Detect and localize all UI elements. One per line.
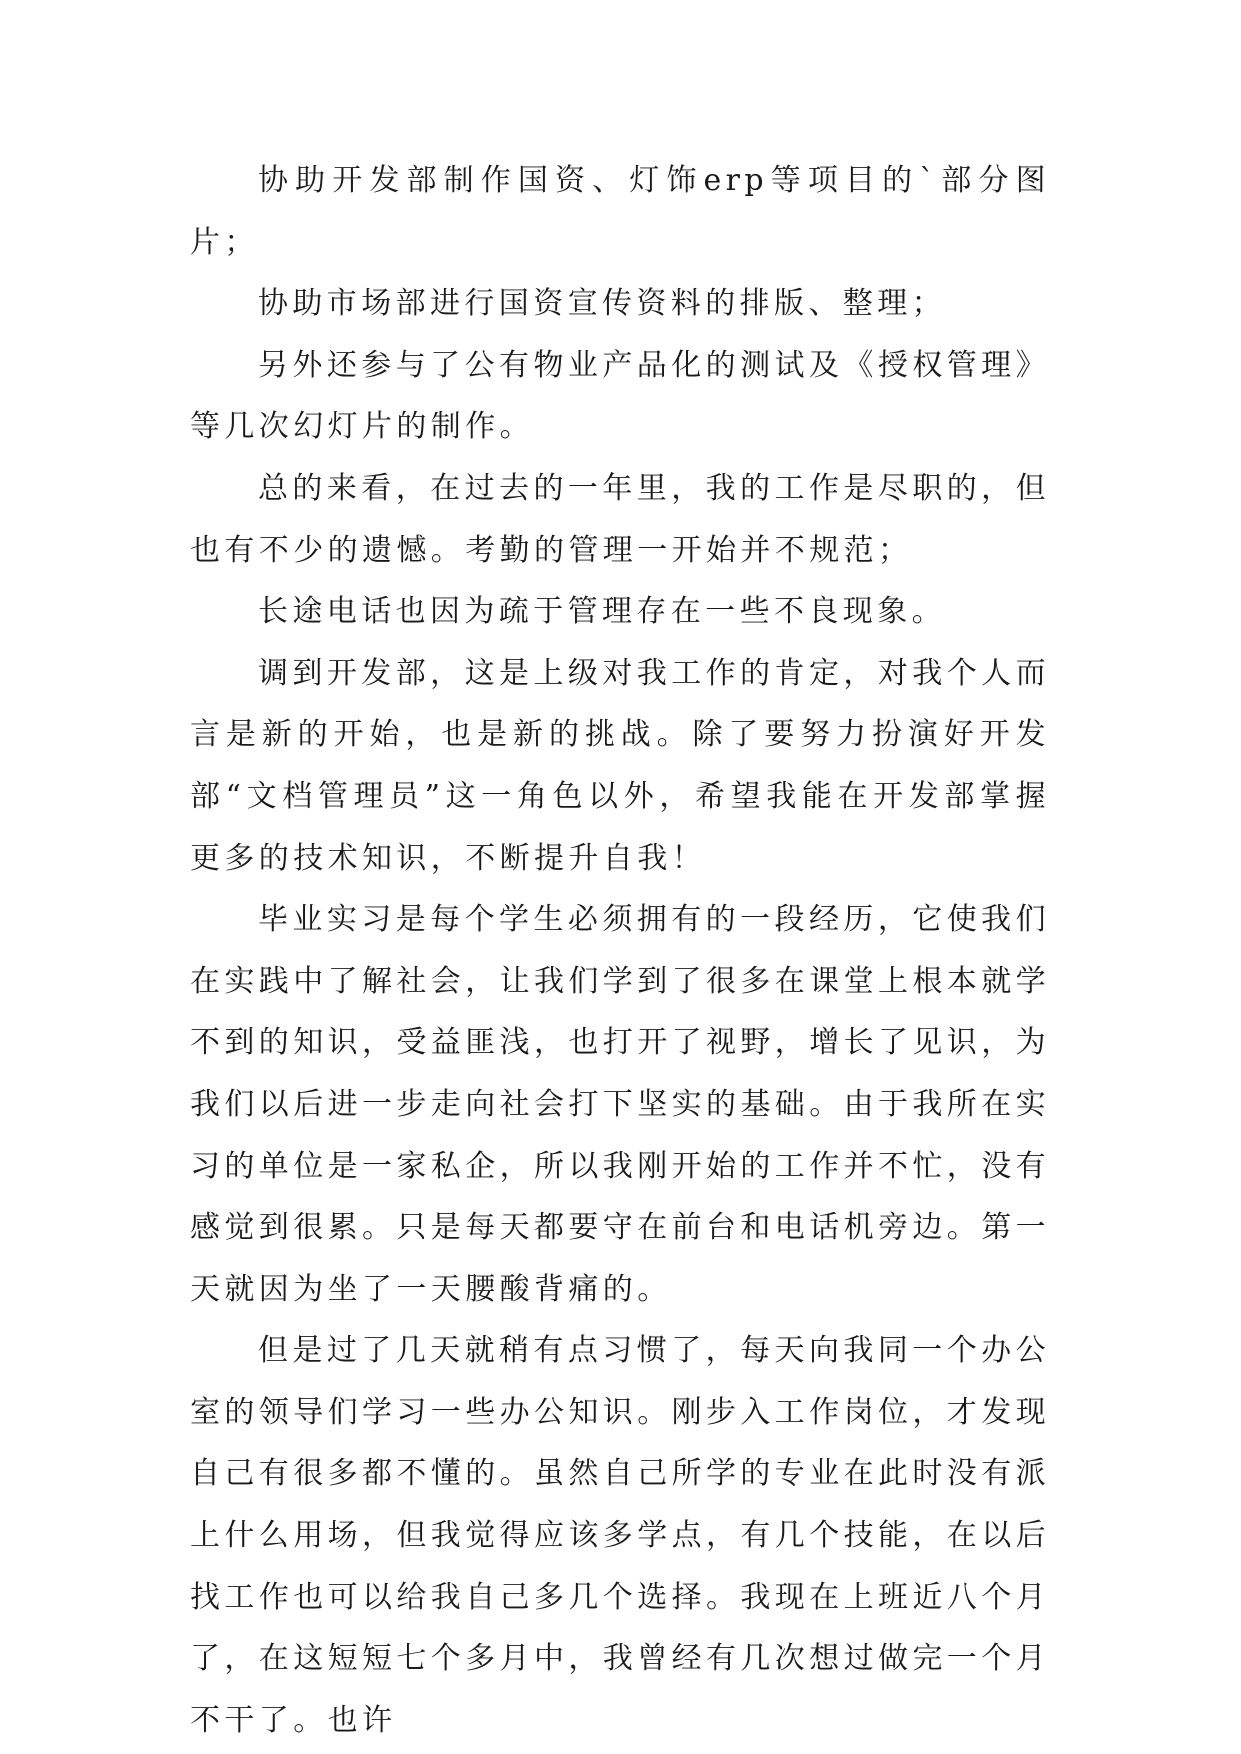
- paragraph: 总的来看，在过去的一年里，我的工作是尽职的，但也有不少的遗憾。考勤的管理一开始并不规范；: [190, 470, 1050, 568]
- paragraph: 协助开发部制作国资、灯饰erp等项目的`部分图片；: [190, 163, 1050, 260]
- paragraph: 长途电话也因为疏于管理存在一些不良现象。: [258, 594, 946, 630]
- paragraph: 协助市场部进行国资宣传资料的排版、整理；: [258, 286, 946, 322]
- paragraph: 另外还参与了公有物业产品化的测试及《授权管理》等几次幻灯片的制作。: [190, 347, 1050, 445]
- paragraph: 调到开发部，这是上级对我工作的肯定，对我个人而言是新的开始，也是新的挑战。除了要努力扮演好开发部“文档管理员”这一角色以外，希望我能在开发部掌握更多的技术知识，不断提升自我！: [190, 655, 1050, 876]
- document-body: [190, 150, 1050, 1751]
- paragraph: 但是过了几天就稍有点习惯了，每天向我同一个办公室的领导们学习一些办公知识。刚步入工作岗位，才发现自己有很多都不懂的。虽然自己所学的专业在此时没有派上什么用场，但我觉得应该多学点，有几个技能，在以后找工作也可以给我自己多几个选择。我现在上班近八个月了，在这短短七个多月中，我曾经有几次想过做完一个月不干了。也许: [190, 1333, 1050, 1738]
- paragraph: 毕业实习是每个学生必须拥有的一段经历，它使我们在实践中了解社会，让我们学到了很多在课堂上根本就学不到的知识，受益匪浅，也打开了视野，增长了见识，为我们以后进一步走向社会打下坚实的基础。由于我所在实习的单位是一家私企，所以我刚开始的工作并不忙，没有感觉到很累。只是每天都要守在前台和电话机旁边。第一天就因为坐了一天腰酸背痛的。: [190, 902, 1050, 1307]
